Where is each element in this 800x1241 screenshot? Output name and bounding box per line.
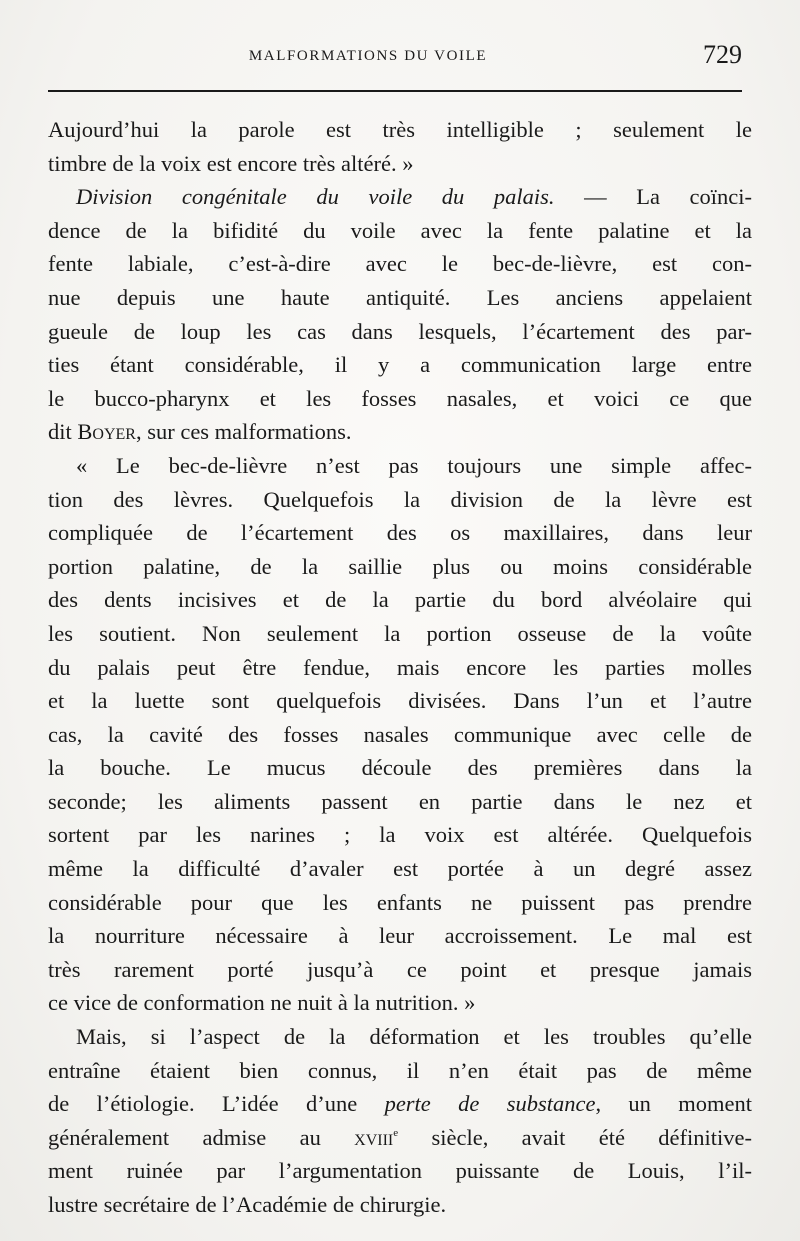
text-line (48, 852, 752, 886)
text-line (48, 180, 752, 214)
text-line (48, 214, 752, 248)
text-run-smallcaps: xviii (354, 1124, 394, 1150)
text-line (48, 1121, 752, 1155)
text-line (48, 684, 752, 718)
text-line (48, 1154, 752, 1188)
text-line (48, 247, 752, 281)
paragraph (48, 449, 752, 1020)
text-line (48, 785, 752, 819)
text-line (48, 315, 752, 349)
text-run: nue depuis une haute antiquité. Les anciens appelaient (48, 284, 752, 310)
text-run-italic: Division congénitale du voile du palais. (76, 184, 555, 210)
text-line (48, 651, 752, 685)
text-run: dit (48, 419, 78, 445)
header-rule (48, 90, 742, 92)
text-line (48, 483, 752, 517)
text-line (48, 919, 752, 953)
text-run: le bucco-pharynx et les fosses nasales, et voici ce que (48, 385, 752, 411)
text-line (48, 1087, 752, 1121)
paragraph (48, 1020, 752, 1222)
text-run: Aujourd’hui la parole est très intelligible ; seulement le (48, 117, 752, 142)
text-run: la bouche. Le mucus découle des premières dans la (48, 755, 752, 781)
text-run: , sur ces malformations. (135, 419, 352, 445)
text-run: tion des lèvres. Quelquefois la division de la lèvre est (48, 486, 752, 512)
text-run: des dents incisives et de la partie du bord alvéolaire qui (48, 587, 752, 613)
text-line (48, 281, 752, 315)
text-run: ment ruinée par l’argumentation puissante de Louis, l’il- (48, 1158, 752, 1184)
text-line (48, 583, 752, 617)
text-run: et la luette sont quelquefois divisées. Dans l’un et l’autre (48, 688, 752, 714)
text-run-italic: perte de substance (384, 1091, 596, 1117)
text-run: de l’étiologie. L’idée d’une (48, 1091, 385, 1117)
paragraph (48, 180, 752, 449)
text-run: compliquée de l’écartement des os maxillaires, dans leur (48, 520, 752, 546)
text-line (48, 751, 752, 785)
text-run: timbre de la voix est encore très altéré. » (48, 150, 414, 176)
text-run: seconde; les aliments passent en partie dans le nez et (48, 788, 752, 814)
text-line (48, 818, 752, 852)
text-run: Mais, si l’aspect de la déformation et les troubles qu’elle (76, 1024, 752, 1050)
text-line (48, 147, 752, 181)
text-line (48, 382, 752, 416)
text-run: — La coïnci- (554, 184, 752, 210)
body-text (48, 113, 752, 1222)
text-run-smallcaps: Boyer (77, 419, 136, 445)
text-run: ce vice de conformation ne nuit à la nutrition. » (48, 990, 476, 1016)
text-run: même la difficulté d’avaler est portée à un degré assez (48, 856, 752, 882)
text-line (48, 415, 752, 449)
text-run: très rarement porté jusqu’à ce point et presque jamais (48, 956, 752, 982)
text-run: cas, la cavité des fosses nasales communique avec celle de (48, 721, 752, 747)
text-line (48, 886, 752, 920)
text-line (48, 1054, 752, 1088)
text-line (48, 953, 752, 987)
text-run: généralement admise au (48, 1124, 355, 1150)
text-line (48, 348, 752, 382)
text-run: sortent par les narines ; la voix est altérée. Quelquefois (48, 822, 752, 848)
text-run: siècle, avait été définitive- (398, 1124, 752, 1150)
running-title: MALFORMATIONS DU VOILE (248, 48, 488, 64)
text-run: considérable pour que les enfants ne puissent pas prendre (48, 889, 752, 915)
text-run: les soutient. Non seulement la portion osseuse de la voûte (48, 620, 752, 646)
page-number: 729 (703, 40, 742, 69)
text-run: gueule de loup les cas dans lesquels, l’écartement des par- (48, 318, 752, 344)
text-run: ties étant considérable, il y a communication large entre (48, 352, 752, 378)
text-run: , un moment (595, 1091, 752, 1117)
text-line (48, 986, 752, 1020)
text-run: « Le bec-de-lièvre n’est pas toujours une simple affec- (76, 452, 752, 478)
paragraph (48, 113, 752, 180)
text-run: entraîne étaient bien connus, il n’en était pas de même (48, 1057, 752, 1083)
text-line (48, 449, 752, 483)
text-line (48, 113, 752, 147)
text-run: portion palatine, de la saillie plus ou moins considérable (48, 553, 752, 579)
text-line (48, 718, 752, 752)
text-run: lustre secrétaire de l’Académie de chirurgie. (48, 1192, 447, 1217)
running-header (48, 40, 742, 76)
text-run: la nourriture nécessaire à leur accroissement. Le mal est (48, 923, 752, 949)
text-line (48, 617, 752, 651)
text-run: dence de la bifidité du voile avec la fente palatine et la (48, 217, 752, 243)
text-line (48, 1020, 752, 1054)
text-line (48, 1188, 752, 1222)
text-line (48, 516, 752, 550)
text-run-sup: e (393, 1126, 399, 1139)
text-run: du palais peut être fendue, mais encore les parties molles (48, 654, 752, 680)
text-line (48, 550, 752, 584)
text-run: fente labiale, c’est-à-dire avec le bec-de-lièvre, est con- (48, 251, 752, 277)
